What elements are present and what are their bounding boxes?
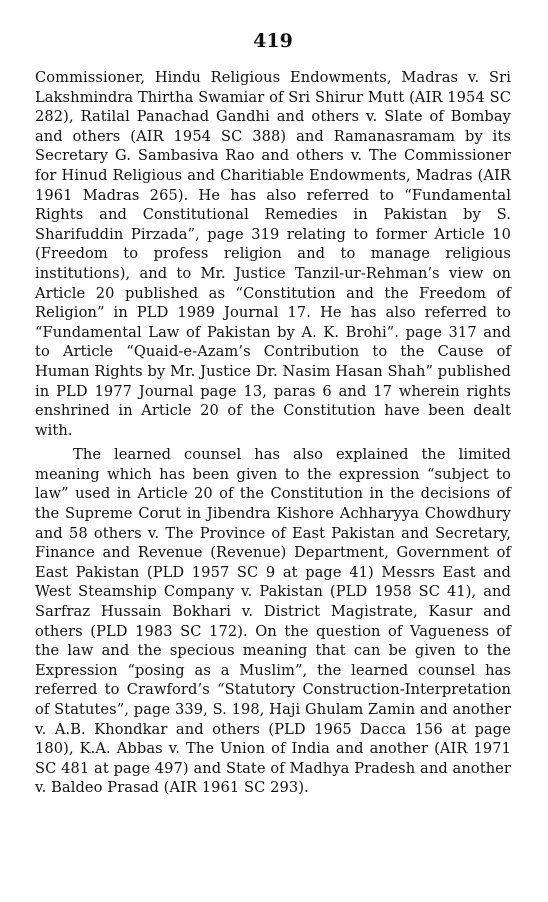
page-number: 419	[253, 30, 293, 52]
paragraph-1: Commissioner, Hindu Religious Endowments, Madras v. Sri Lakshmindra Thirtha Swamiar of Sri Shirur Mutt (AIR 1954 SC 282), Ratilal Panachad Gandhi and others v. Slate of Bombay and others (AIR 1954 SC 388) and Ramanasramam by its Secretary G. Sambasiva Rao and others v. The Commissioner for Hinud Religious and Charitiable Endowments, Madras (AIR 1961 Madras 265). He has also referred to “Fundamental Rights and Constitutional Remedies in Pakistan by S. Sharifuddin Pirzada”, page 319 relating to former Article 10 (Freedom to profess religion and to manage religious institutions), and to Mr. Justice Tanzil-ur-Rehman’s view on Article 20 published as “Constitution and the Freedom of Religion” in PLD 1989 Journal 17. He has also referred to “Fundamental Law of Pakistan by A. K. Brohi”. page 317 and to Article “Quaid-e-Azam’s Contribution to the Cause of Human Rights by Mr. Justice Dr. Nasim Hasan Shah” published in PLD 1977 Journal page 13, paras 6 and 17 wherein rights enshrined in Article 20 of the Constitution have been dealt with.	[35, 69, 511, 439]
paragraph-2: The learned counsel has also explained the limited meaning which has been given to the expression “subject to law” used in Article 20 of the Constitution in the decisions of the Supreme Corut in Jibendra Kishore Achharyya Chowdhury and 58 others v. The Province of East Pakistan and Secretary, Finance and Revenue (Revenue) Department, Government of East Pakistan (PLD 1957 SC 9 at page 41) Messrs East and West Steamship Company v. Pakistan (PLD 1958 SC 41), and Sarfraz Hussain Bokhari v. District Magistrate, Kasur and others (PLD 1983 SC 172). On the question of Vagueness of the law and the specious meaning that can be given to the Expression “posing as a Muslim”, the learned counsel has referred to Crawford’s “Statutory Construction-Interpretation of Statutes”, page 339, S. 198, Haji Ghulam Zamin and another v. A.B. Khondkar and others (PLD 1965 Dacca 156 at page 180), K.A. Abbas v. The Union of India and another (AIR 1971 SC 481 at page 497) and State of Madhya Pradesh and another v. Baldeo Prasad (AIR 1961 SC 293).	[35, 446, 511, 797]
document-page	[35, 30, 511, 798]
